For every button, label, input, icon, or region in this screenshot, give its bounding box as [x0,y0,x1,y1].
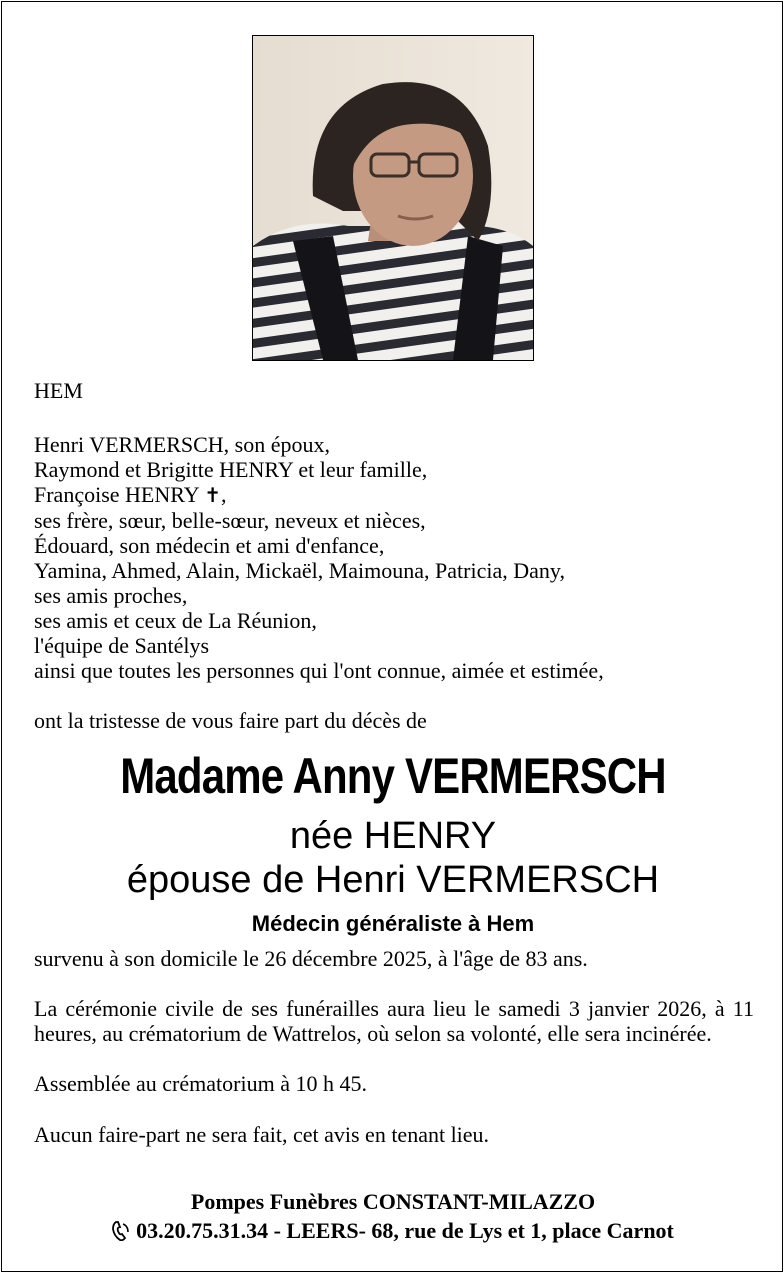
funeral-home-contact [2,1216,784,1247]
ceremony-details [34,996,754,1046]
maiden-name: née HENRY [289,815,497,857]
cross-icon: ✝ [204,483,222,507]
phone-icon [112,1217,130,1247]
family-list [34,432,754,683]
family-line-deceased-sister [34,482,754,508]
family-line: Yamina, Ahmed, Alain, Mickaël, Maimouna, Patricia, Dany, [34,558,565,583]
profession-line: Médecin généraliste à Hem [251,911,535,936]
portrait-photo [252,35,534,361]
cross-suffix: , [221,482,227,507]
town-name: HEM [34,378,83,403]
family-line: ses amis et ceux de La Réunion, [34,608,317,633]
ceremony-text: La cérémonie civile de ses funérailles aura lieu le samedi 3 janvier 2026, à 11 heures, au crématorium de Wattrelos, où selon sa volonté, elle sera incinérée. [34,996,754,1046]
obituary-notice [1,1,783,1272]
family-line: ainsi que toutes les personnes qui l'ont connue, aimée et estimée, [34,658,604,683]
family-line: Henri VERMERSCH, son époux, [34,432,330,457]
family-line: Raymond et Brigitte HENRY et leur famille, [34,457,428,482]
contact-text: 03.20.75.31.34 - LEERS- 68, rue de Lys et 1, place Carnot [136,1218,674,1243]
no-cards-notice: Aucun faire-part ne sera fait, cet avis en tenant lieu. [34,1122,490,1147]
death-details: survenu à son domicile le 26 décembre 2025, à l'âge de 83 ans. [34,946,588,971]
family-line: Édouard, son médecin et ami d'enfance, [34,533,385,558]
family-line: ses frère, sœur, belle-sœur, neveux et nièces, [34,508,426,533]
family-line-text: Françoise HENRY [34,482,199,507]
funeral-home-name: Pompes Funèbres CONSTANT-MILAZZO [190,1189,596,1214]
deceased-name: Madame Anny VERMERSCH [120,748,666,804]
spouse-line: épouse de Henri VERMERSCH [126,859,660,901]
announcement-intro: ont la tristesse de vous faire part du décès de [34,708,427,733]
family-line: l'équipe de Santélys [34,633,210,658]
family-line: ses amis proches, [34,583,188,608]
assembly-time: Assemblée au crématorium à 10 h 45. [34,1071,367,1096]
